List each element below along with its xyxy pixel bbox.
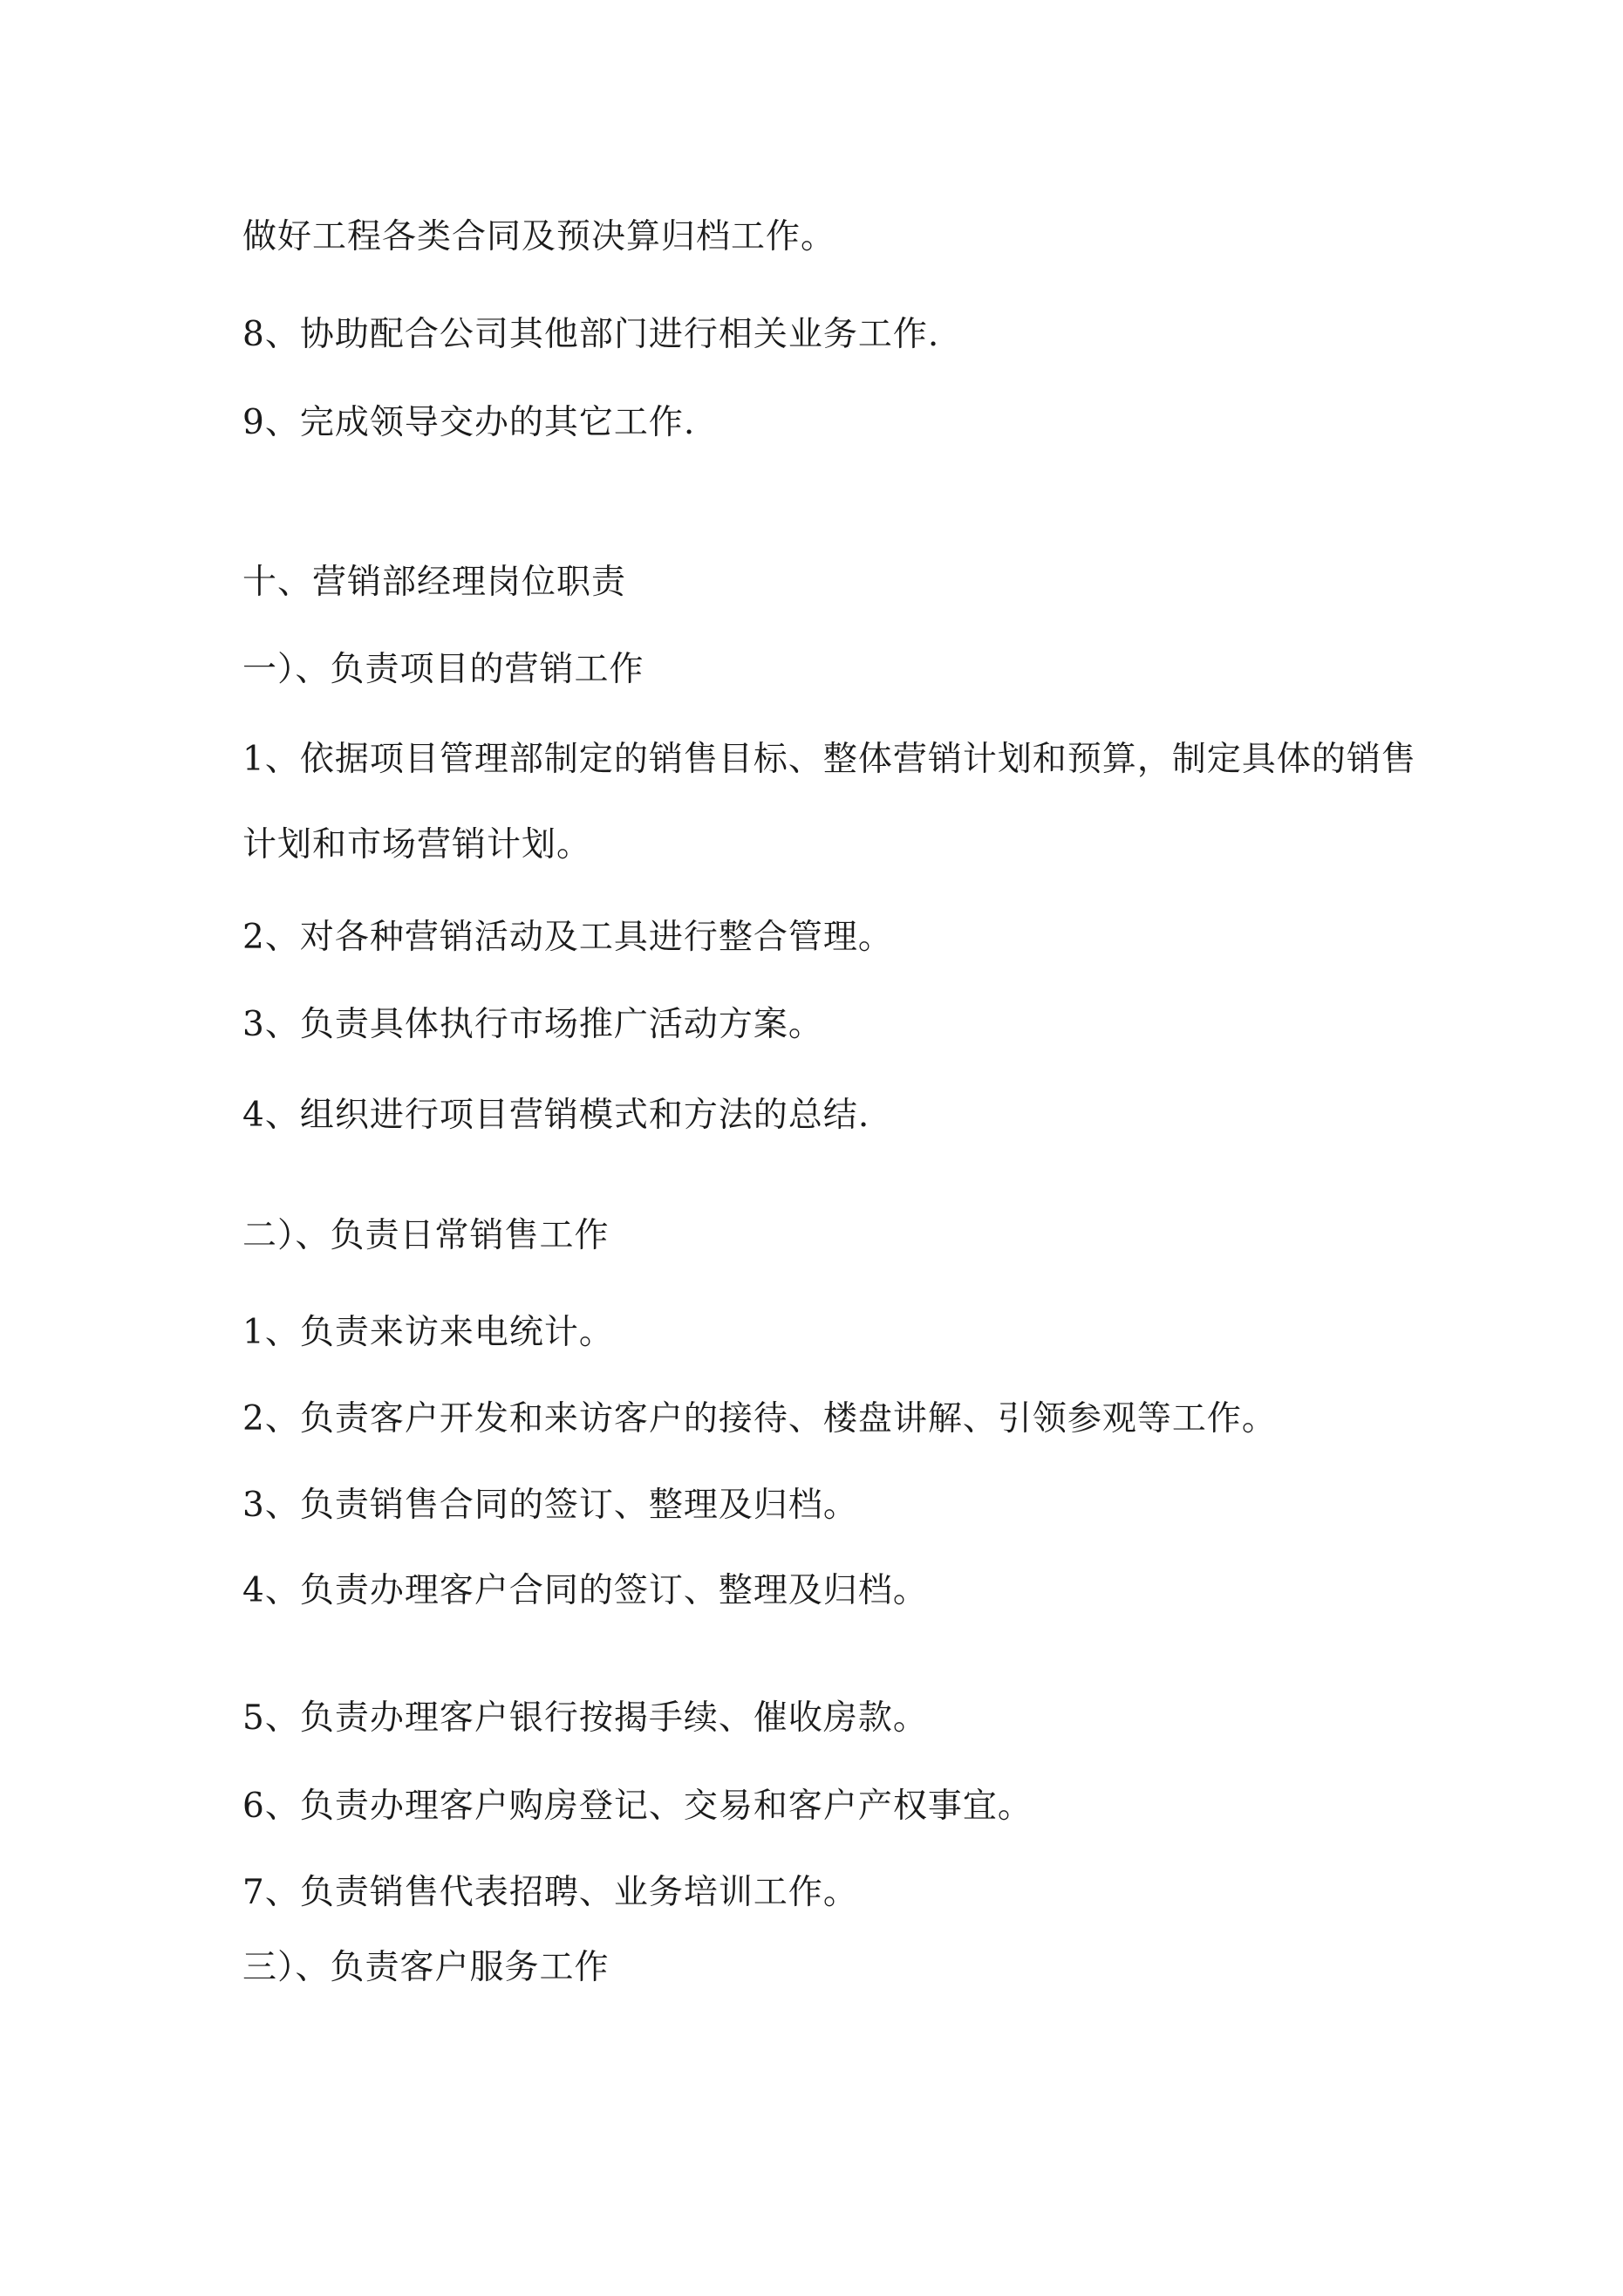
subsection-heading: 一）、负责项目的营销工作: [242, 650, 644, 689]
list-item: 1、负责来访来电统计。: [242, 1313, 614, 1352]
list-item: 3、负责具体执行市场推广活动方案。: [242, 1005, 823, 1044]
subsection-heading: 二）、负责日常销售工作: [242, 1216, 610, 1255]
list-item: 7、负责销售代表招聘、业务培训工作。: [242, 1873, 858, 1912]
list-item: 9、完成领导交办的其它工作.: [242, 403, 696, 442]
subsection-heading: 三）、负责客户服务工作: [242, 1948, 610, 1987]
paragraph-line: 做好工程各类合同及预决算归档工作。: [242, 217, 836, 256]
list-item: 3、负责销售合同的签订、整理及归档。: [242, 1486, 858, 1525]
list-item-continuation: 计划和市场营销计划。: [242, 825, 592, 864]
list-item: 1、依据项目管理部制定的销售目标、整体营销计划和预算，制定具体的销售: [242, 740, 1416, 779]
list-item: 4、组织进行项目营销模式和方法的总结.: [242, 1096, 870, 1135]
list-item: 5、负责办理客户银行按揭手续、催收房款。: [242, 1698, 928, 1738]
list-item: 2、对各种营销活动及工具进行整合管理。: [242, 918, 893, 957]
list-item: 4、负责办理客户合同的签订、整理及归档。: [242, 1571, 928, 1610]
list-item: 2、负责客户开发和来访客户的接待、楼盘讲解、引领参观等工作。: [242, 1399, 1277, 1438]
section-heading: 十、营销部经理岗位职责: [242, 563, 627, 602]
list-item: 6、负责办理客户购房登记、交易和客户产权事宜。: [242, 1787, 1033, 1826]
list-item: 8、协助配合公司其他部门进行相关业务工作.: [242, 315, 940, 354]
